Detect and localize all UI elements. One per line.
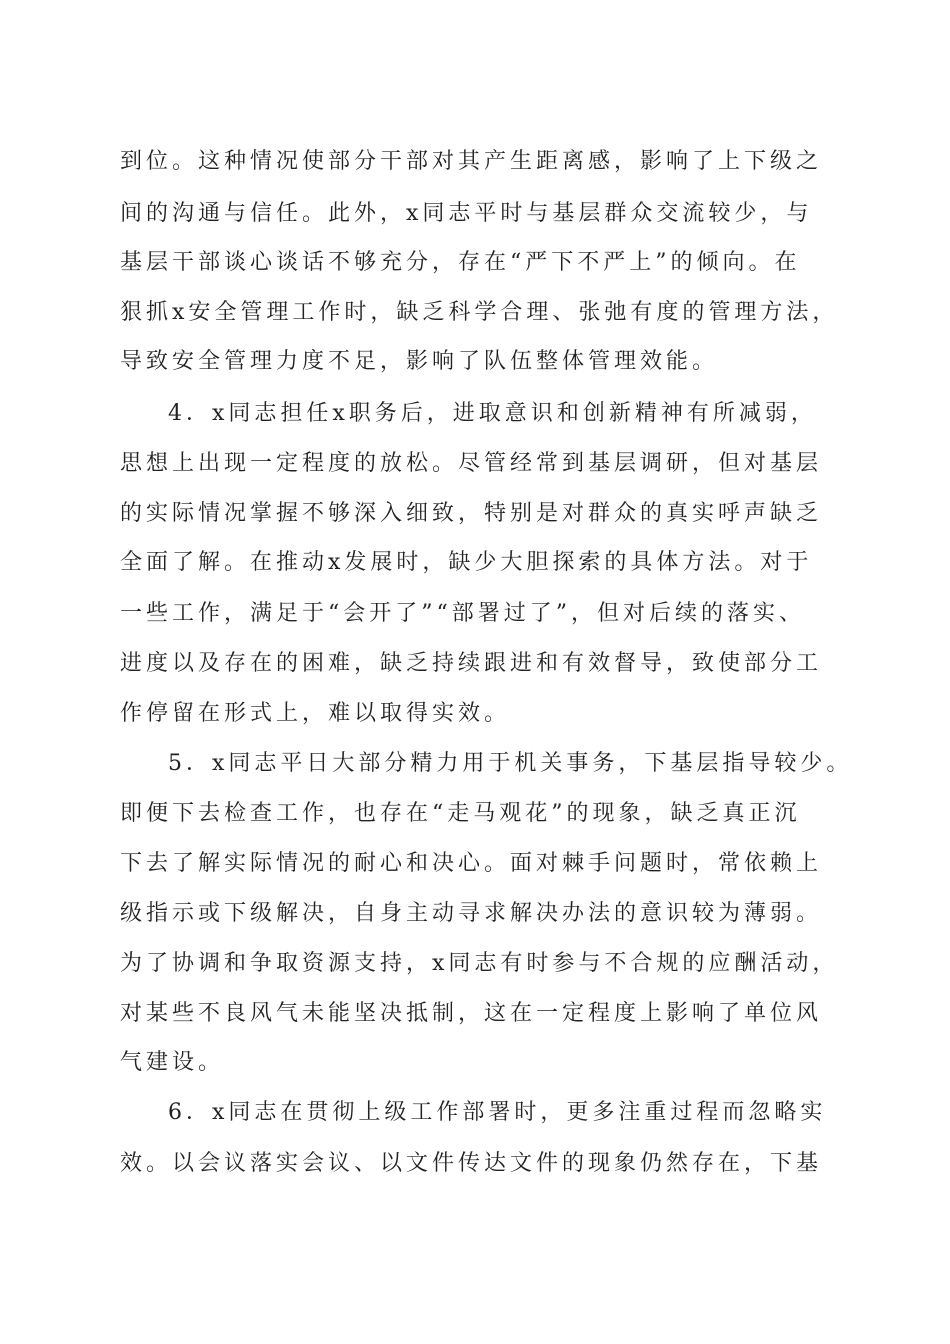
text-line: 基层干部谈心谈话不够充分，存在“严下不严上”的倾向。在 [120, 250, 801, 275]
text-line: 为了协调和争取资源支持，x同志有时参与不合规的应酬活动， [120, 951, 839, 976]
text-line: 狠抓x安全管理工作时，缺乏科学合理、张弛有度的管理方法， [120, 300, 839, 325]
text-line: 效。以会议落实会议、以文件传达文件的现象仍然存在，下基 [120, 1151, 823, 1176]
paragraph-6-first-line: 6．x同志在贯彻上级工作部署时，更多注重过程而忽略实 [168, 1100, 827, 1125]
text-line: 思想上出现一定程度的放松。尽管经常到基层调研，但对基层 [120, 451, 823, 476]
text-line: 下去了解实际情况的耐心和决心。面对棘手问题时，常依赖上 [120, 851, 823, 876]
text-line: 一些工作，满足于“会开了”“部署过了”，但对后续的落实、 [120, 601, 805, 626]
text-line: 全面了解。在推动x发展时，缺少大胆探索的具体方法。对于 [120, 550, 813, 575]
text-line: 气建设。 [120, 1050, 225, 1075]
text-line: 的实际情况掌握不够深入细致，特别是对群众的真实呼声缺乏 [120, 501, 823, 526]
text-line: 作停留在形式上，难以取得实效。 [120, 701, 511, 726]
text-line: 到位。这种情况使部分干部对其产生距离感，影响了上下级之 [120, 149, 823, 174]
text-line: 导致安全管理力度不足，影响了队伍整体管理效能。 [120, 349, 719, 374]
paragraph-4-first-line: 4．x同志担任x职务后，进取意识和创新精神有所减弱， [168, 401, 817, 426]
text-line: 即便下去检查工作，也存在“走马观花”的现象，缺乏真正沉 [120, 801, 801, 826]
paragraph-5-first-line: 5．x同志平日大部分精力用于机关事务，下基层指导较少。 [168, 751, 853, 776]
text-line: 进度以及存在的困难，缺乏持续跟进和有效督导，致使部分工 [120, 651, 823, 676]
text-line: 对某些不良风气未能坚决抵制，这在一定程度上影响了单位风 [120, 1001, 823, 1026]
text-line: 级指示或下级解决，自身主动寻求解决办法的意识较为薄弱。 [120, 901, 823, 926]
text-line: 间的沟通与信任。此外，x同志平时与基层群众交流较少，与 [120, 201, 813, 226]
